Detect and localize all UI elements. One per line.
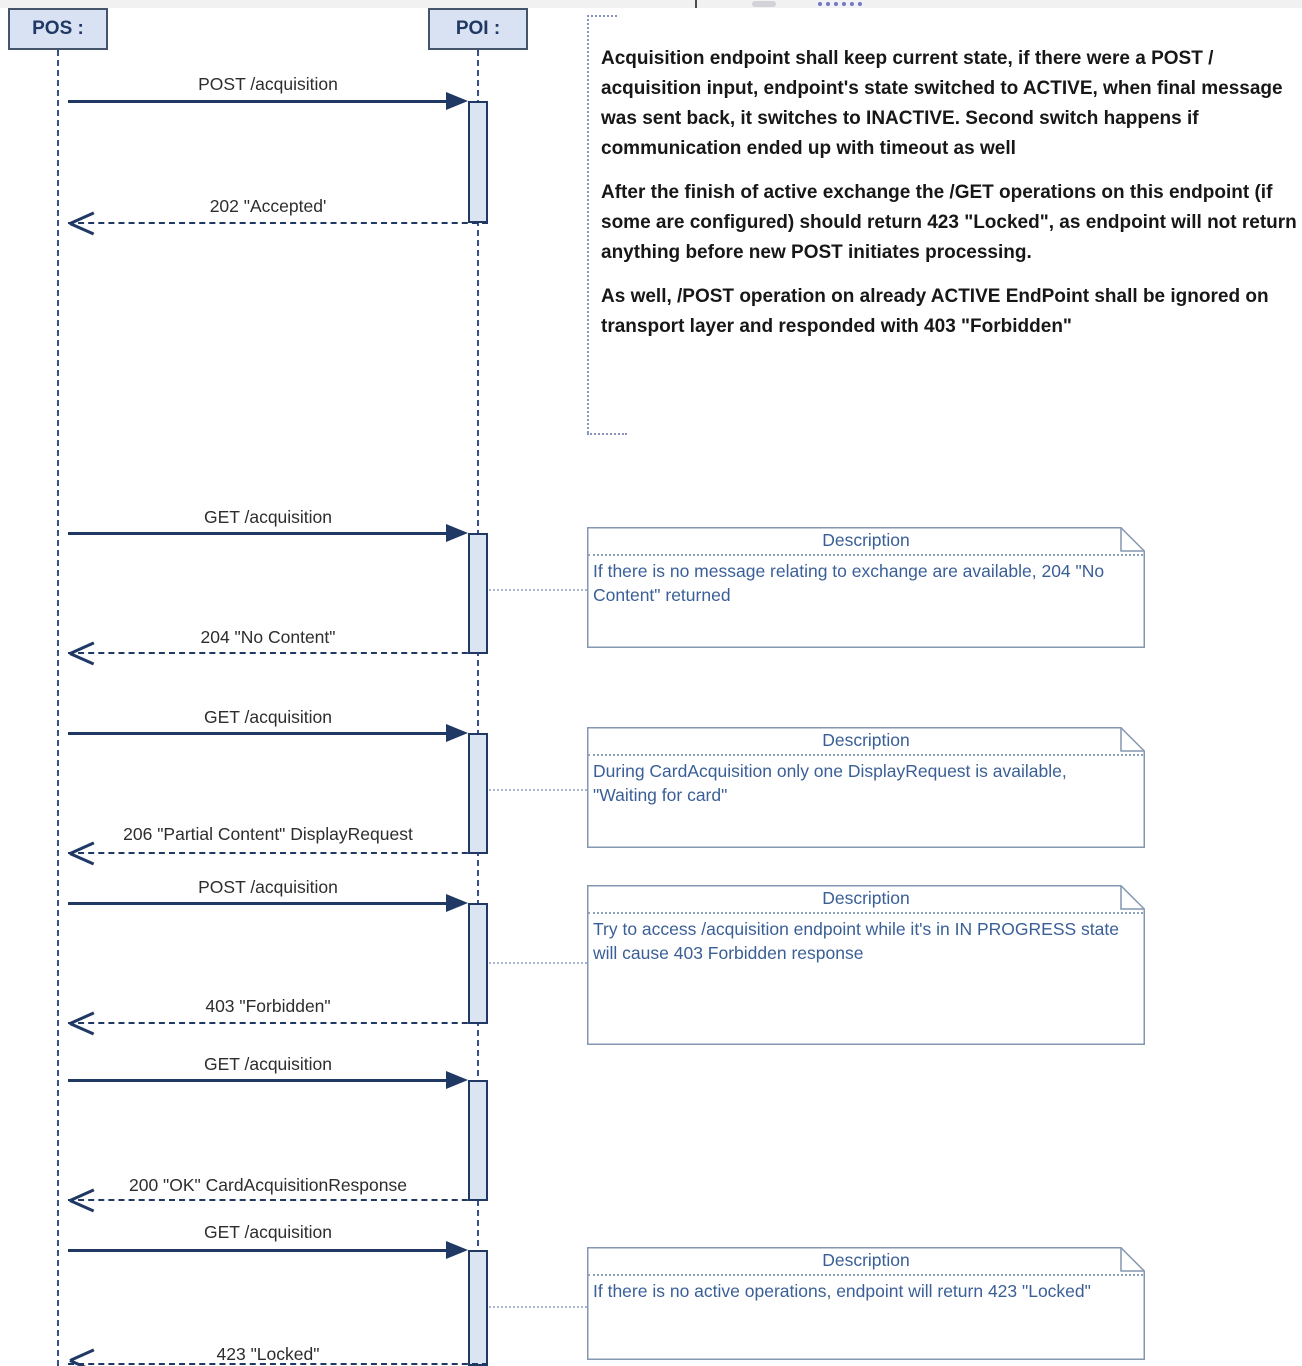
message-label: GET /acquisition [203,707,333,727]
message-label: GET /acquisition [203,507,333,527]
note-body: During CardAcquisition only one DisplayRequest is available, "Waiting for card" [593,761,1067,805]
actor-pos [8,8,108,50]
note-description-2 [587,727,1145,848]
message-label: 202 "Accepted' [209,196,327,216]
activation-bar [468,1080,488,1201]
message-label: 403 "Forbidden" [205,996,331,1016]
message-label: POST /acquisition [198,877,338,897]
open-arrowhead-icon [69,1199,94,1212]
activation-bar [468,903,488,1024]
arrowhead-icon [446,894,468,912]
note-title: Description [822,730,910,750]
message-label: GET /acquisition [203,1222,333,1242]
strip-dotted-marker [818,2,862,6]
note-connector [489,789,587,791]
request-arrow-line [68,902,448,905]
request-arrow-line [68,732,448,735]
message-label: 200 "OK" CardAcquisitionResponse [129,1175,407,1195]
arrowhead-icon [446,724,468,742]
arrowhead-icon [446,1241,468,1259]
comment-anchor-border [587,15,589,433]
actor-poi [428,8,528,50]
note-separator [588,754,1143,756]
activation-bar [468,1250,488,1366]
arrowhead-icon [446,92,468,110]
note-description-4 [587,1247,1145,1360]
message-label: POST /acquisition [198,74,338,94]
actor-pos-label: POS : [32,18,84,39]
note-title: Description [822,1250,910,1270]
note-connector [489,1306,587,1308]
activation-bar [468,101,488,223]
message-label: 423 "Locked" [216,1344,320,1364]
message-label: 204 "No Content" [200,627,336,647]
activation-bar [468,733,488,854]
open-arrowhead-icon [69,1022,94,1035]
note-title: Description [822,888,910,908]
lifeline-pos [57,50,59,1366]
note-body: If there is no active operations, endpoint will return 423 "Locked" [593,1281,1091,1301]
comment-anchor-border [587,15,617,17]
response-arrow-line [68,222,488,224]
request-arrow-line [68,532,448,535]
window-top-strip [0,0,1302,8]
note-separator [588,554,1143,556]
note-description-1 [587,527,1145,648]
comment-paragraph: After the finish of active exchange the /GET operations on this endpoint (if some are configured) should return 423 "Locked", as endpoint will not return anything before new POST initiates processing. [601,182,1297,263]
note-description-3 [587,885,1145,1045]
response-arrow-line [68,1022,488,1024]
actor-poi-label: POI : [455,18,501,39]
arrowhead-icon [446,524,468,542]
comment-paragraph: As well, /POST operation on already ACTIVE EndPoint shall be ignored on transport layer and responded with 403 "Forbidden" [601,286,1269,337]
request-arrow-line [68,1079,448,1082]
activation-bar [468,533,488,654]
note-connector [489,962,587,964]
note-body: If there is no message relating to exchange are available, 204 "No Content" returned [593,561,1105,605]
arrowhead-icon [446,1071,468,1089]
response-arrow-line [68,652,488,654]
message-label: GET /acquisition [203,1054,333,1074]
open-arrowhead-icon [69,222,94,235]
note-separator [588,912,1143,914]
response-arrow-line [68,852,488,854]
response-arrow-line [68,1363,488,1365]
open-arrowhead-icon [69,652,94,665]
response-arrow-line [68,1199,488,1201]
note-body: Try to access /acquisition endpoint while it's in IN PROGRESS state will cause 403 Forbidden response [593,919,1119,963]
note-separator [588,1274,1143,1276]
message-label: 206 "Partial Content" DisplayRequest [123,824,413,844]
comment-anchor-border [587,433,627,435]
comment-text-block [601,44,1301,342]
strip-tick [695,0,697,8]
note-title: Description [822,530,910,550]
scrollbar-thumb[interactable] [752,1,776,7]
request-arrow-line [68,1249,448,1252]
open-arrowhead-icon [69,852,94,865]
note-connector [489,589,587,591]
note-frame [587,885,1145,1045]
comment-paragraph: Acquisition endpoint shall keep current state, if there were a POST / acquisition input, endpoint's state switched to ACTIVE, when final message was sent back, it switches to INACTIVE. Second switch happens if communication ended up with timeout as well [601,48,1283,159]
request-arrow-line [68,100,448,103]
